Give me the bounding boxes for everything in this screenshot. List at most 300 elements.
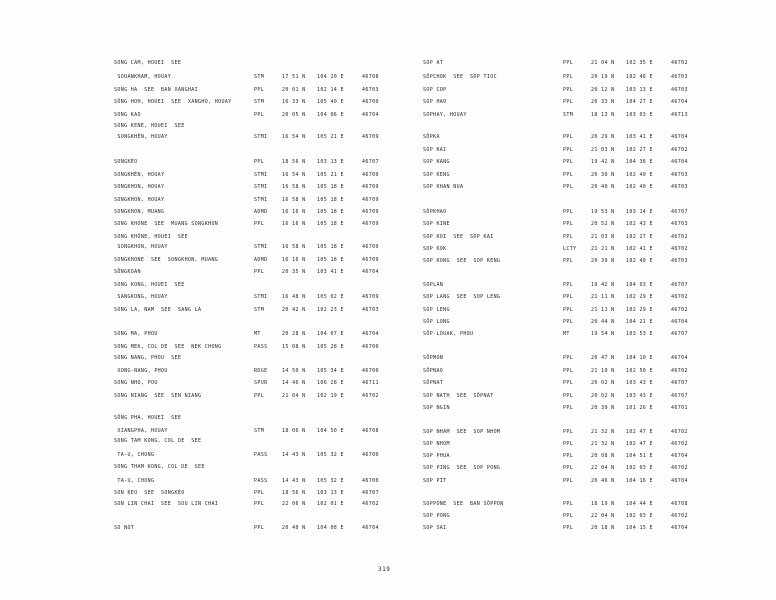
longitude: 101 26 E	[626, 405, 653, 411]
map-sheet-code: 46704	[362, 331, 379, 337]
feature-class: PPL	[563, 368, 574, 374]
longitude: 103 53 E	[626, 331, 653, 337]
place-name: SÔPCHOK SEE SOP TIOC	[423, 74, 497, 80]
feature-class: RDGE	[254, 368, 268, 374]
latitude: 16 54 N	[282, 134, 306, 140]
map-sheet-code: 46707	[671, 380, 688, 386]
place-name: SONG KONG, HOUEI SEE	[114, 282, 185, 288]
latitude: 20 02 N	[591, 380, 615, 386]
longitude: 105 18 E	[317, 184, 344, 190]
map-sheet-code: 46707	[362, 159, 379, 165]
place-name: SONGKHON, MUANG	[114, 209, 165, 215]
map-sheet-code: 46708	[362, 428, 379, 434]
latitude: 21 03 N	[591, 147, 615, 153]
latitude: 15 08 N	[282, 344, 306, 350]
feature-class: MT	[563, 331, 570, 337]
latitude: 18 06 N	[282, 428, 306, 434]
place-name: SONGKHÈN, HOUAY	[114, 172, 165, 178]
place-name: SOP NATH SEE SÔPNAT	[423, 393, 494, 399]
map-sheet-code: 46703	[362, 307, 379, 313]
longitude: 102 47 E	[626, 429, 653, 435]
latitude: 21 11 N	[591, 307, 615, 313]
feature-class: PPL	[563, 209, 574, 215]
map-sheet-code: 46702	[671, 147, 688, 153]
place-name: SÔPNAT	[423, 380, 444, 386]
feature-class: PPL	[563, 99, 574, 105]
feature-class: SPUR	[254, 380, 268, 386]
latitude: 20 29 N	[591, 134, 615, 140]
longitude: 102 29 E	[626, 294, 653, 300]
place-name: SONGKHÈN, HOUAY	[114, 134, 168, 140]
map-sheet-code: 46702	[671, 441, 688, 447]
latitude: 21 11 N	[591, 294, 615, 300]
place-name: SONG NIANG SEE SEN NIANG	[114, 393, 202, 399]
longitude: 105 18 E	[317, 257, 344, 263]
longitude: 102 14 E	[317, 87, 344, 93]
feature-class: STM	[254, 307, 265, 313]
place-name: SONG CAM, HOUEI SEE	[114, 60, 182, 66]
feature-class: PPL	[563, 525, 574, 531]
longitude: 105 18 E	[317, 221, 344, 227]
place-name: SONG KAO	[114, 112, 141, 118]
map-sheet-code: 46704	[671, 159, 688, 165]
feature-class: STM	[254, 99, 265, 105]
map-sheet-code: 46702	[671, 465, 688, 471]
map-sheet-code: 46709	[362, 184, 379, 190]
feature-class: PPL	[563, 319, 574, 325]
map-sheet-code: 46704	[671, 453, 688, 459]
latitude: 22 04 N	[591, 465, 615, 471]
feature-class: PPL	[563, 258, 574, 264]
latitude: 22 06 N	[282, 501, 306, 507]
latitude: 20 44 N	[591, 319, 615, 325]
place-name: SÔNG PHA, HOUEI SEE	[114, 415, 182, 421]
place-name: SOP PHUA	[423, 453, 450, 459]
longitude: 103 13 E	[317, 159, 344, 165]
feature-class: ADMD	[254, 209, 268, 215]
longitude: 102 46 E	[626, 74, 653, 80]
longitude: 104 03 E	[626, 282, 653, 288]
longitude: 105 21 E	[317, 172, 344, 178]
place-name: SOP COP	[423, 87, 447, 93]
feature-class: PPL	[563, 307, 574, 313]
map-sheet-code: 46709	[362, 197, 379, 203]
feature-class: PPL	[563, 159, 574, 165]
place-name: SOPHAY, HOUAY	[423, 112, 467, 118]
map-sheet-code: 46701	[671, 405, 688, 411]
place-name: SONG KHONE SEE MUANG SONGKHON	[114, 221, 219, 227]
longitude: 103 13 E	[317, 490, 344, 496]
feature-class: STMI	[254, 184, 268, 190]
latitude: 16 33 N	[282, 99, 306, 105]
latitude: 20 47 N	[591, 355, 615, 361]
feature-class: STMI	[254, 244, 268, 250]
place-name: SONG KHÔNE, HOUEI SEE	[114, 234, 188, 240]
map-sheet-code: 46707	[671, 282, 688, 288]
longitude: 103 41 E	[626, 134, 653, 140]
longitude: 103 43 E	[626, 393, 653, 399]
map-sheet-code: 46708	[362, 74, 379, 80]
feature-class: ADMD	[254, 257, 268, 263]
feature-class: PPL	[254, 525, 265, 531]
place-name: SO NOT	[114, 525, 135, 531]
map-sheet-code: 46702	[671, 429, 688, 435]
place-name: SOP KHAN NUA	[423, 184, 464, 190]
feature-class: PPL	[254, 269, 265, 275]
latitude: 21 32 N	[591, 429, 615, 435]
place-name: SOP SAI	[423, 525, 447, 531]
latitude: 14 43 N	[282, 478, 306, 484]
latitude: 20 05 N	[282, 112, 306, 118]
latitude: 19 54 N	[591, 331, 615, 337]
latitude: 21 21 N	[591, 246, 615, 252]
place-name: SONG KENE, HOUEI SEE	[114, 123, 185, 129]
feature-class: PASS	[254, 452, 268, 458]
longitude: 103 03 E	[626, 112, 653, 118]
place-name: SONG LA, NAM SEE SANG LA	[114, 307, 202, 313]
latitude: 22 04 N	[591, 513, 615, 519]
place-name: TA-U, CHONG	[114, 452, 155, 458]
place-name: SONG THAM KONG, COL DE SEE	[114, 464, 205, 470]
map-sheet-code: 46704	[671, 319, 688, 325]
feature-class: PPL	[563, 282, 574, 288]
place-name: SOP LANG SEE SOP LENG	[423, 294, 501, 300]
longitude: 104 08 E	[317, 525, 344, 531]
longitude: 105 18 E	[317, 197, 344, 203]
feature-class: PPL	[563, 478, 574, 484]
feature-class: STMI	[254, 294, 268, 300]
latitude: 21 32 N	[591, 441, 615, 447]
longitude: 102 03 E	[626, 513, 653, 519]
map-sheet-code: 46702	[671, 60, 688, 66]
latitude: 18 13 N	[591, 112, 615, 118]
feature-class: PPL	[563, 60, 574, 66]
feature-class: STM	[254, 74, 265, 80]
map-sheet-code: 46704	[671, 99, 688, 105]
longitude: 105 18 E	[317, 209, 344, 215]
feature-class: PPL	[254, 221, 265, 227]
latitude: 20 42 N	[282, 307, 306, 313]
longitude: 103 43 E	[626, 380, 653, 386]
map-sheet-code: 46702	[671, 307, 688, 313]
feature-class: STM	[563, 112, 574, 118]
latitude: 16 58 N	[282, 244, 306, 250]
longitude: 102 29 E	[626, 307, 653, 313]
latitude: 21 10 N	[591, 368, 615, 374]
longitude: 102 41 E	[626, 246, 653, 252]
latitude: 20 01 N	[282, 87, 306, 93]
feature-class: PPL	[254, 87, 265, 93]
feature-class: STMI	[254, 172, 268, 178]
map-sheet-code: 46713	[671, 112, 688, 118]
map-sheet-code: 46700	[362, 344, 379, 350]
latitude: 18 56 N	[282, 159, 306, 165]
place-name: SOP PIT	[423, 478, 447, 484]
map-sheet-code: 46704	[671, 478, 688, 484]
latitude: 20 39 N	[591, 258, 615, 264]
place-name: SOP PONG	[423, 513, 450, 519]
longitude: 102 47 E	[626, 441, 653, 447]
longitude: 105 21 E	[317, 134, 344, 140]
map-sheet-code: 46702	[362, 501, 379, 507]
latitude: 14 43 N	[282, 452, 306, 458]
place-name: SOUANKHAM, HOUAY	[114, 74, 172, 80]
latitude: 16 16 N	[282, 209, 306, 215]
latitude: 20 39 N	[591, 172, 615, 178]
feature-class: PPL	[563, 501, 574, 507]
map-sheet-code: 46702	[362, 393, 379, 399]
longitude: 102 03 E	[626, 465, 653, 471]
feature-class: PPL	[563, 87, 574, 93]
place-name: SOP KINE	[423, 221, 450, 227]
map-sheet-code: 46704	[362, 525, 379, 531]
latitude: 21 03 N	[591, 234, 615, 240]
latitude: 19 42 N	[591, 282, 615, 288]
map-sheet-code: 46703	[671, 172, 688, 178]
longitude: 105 34 E	[317, 368, 344, 374]
longitude: 104 50 E	[317, 428, 344, 434]
map-sheet-code: 46703	[671, 258, 688, 264]
map-sheet-code: 46702	[671, 294, 688, 300]
latitude: 16 54 N	[282, 172, 306, 178]
longitude: 105 28 E	[317, 344, 344, 350]
feature-class: PPL	[563, 453, 574, 459]
map-sheet-code: 46704	[671, 355, 688, 361]
feature-class: PPL	[563, 147, 574, 153]
place-name: TA-U, CHONG	[114, 478, 155, 484]
latitude: 20 46 N	[591, 478, 615, 484]
longitude: 106 28 E	[317, 380, 344, 386]
map-sheet-code: 46704	[362, 112, 379, 118]
latitude: 21 04 N	[282, 393, 306, 399]
map-sheet-code: 46709	[362, 172, 379, 178]
longitude: 103 13 E	[626, 87, 653, 93]
place-name: SONGKHON, HOUAY	[114, 244, 168, 250]
place-name: SOP KENG	[423, 172, 450, 178]
feature-class: PPL	[563, 513, 574, 519]
map-sheet-code: 46709	[362, 294, 379, 300]
longitude: 105 02 E	[317, 294, 344, 300]
feature-class: STMI	[254, 197, 268, 203]
longitude: 104 10 E	[626, 355, 653, 361]
place-name: SÔP-LOUAK, PHOU	[423, 331, 474, 337]
latitude: 20 08 N	[591, 453, 615, 459]
map-sheet-code: 46707	[671, 209, 688, 215]
feature-class: PPL	[254, 501, 265, 507]
place-name: SOP KOK	[423, 246, 447, 252]
place-name: SOPLAN	[423, 282, 444, 288]
feature-class: PPL	[563, 294, 574, 300]
feature-class: PASS	[254, 478, 268, 484]
latitude: 18 19 N	[591, 501, 615, 507]
feature-class: PPL	[563, 184, 574, 190]
longitude: 104 27 E	[626, 99, 653, 105]
place-name: SOP LENG	[423, 307, 450, 313]
place-name: SOP KOI SEE SOP KAI	[423, 234, 494, 240]
place-name: SON LIN CHAI SEE SOU LIN CHAI	[114, 501, 219, 507]
map-sheet-code: 46702	[671, 246, 688, 252]
map-sheet-code: 46704	[362, 269, 379, 275]
place-name: SOP PING SEE SOP PONG	[423, 465, 501, 471]
map-sheet-code: 46711	[362, 380, 379, 386]
latitude: 17 51 N	[282, 74, 306, 80]
latitude: 20 12 N	[591, 87, 615, 93]
latitude: 14 50 N	[282, 368, 306, 374]
map-sheet-code: 46702	[671, 234, 688, 240]
longitude: 102 23 E	[317, 307, 344, 313]
place-name: SÔNGKOAN	[114, 269, 141, 275]
place-name: SOP NGIN	[423, 405, 450, 411]
place-name: XIANGPHA, HOUAY	[114, 428, 168, 434]
place-name: SOP KANG	[423, 159, 450, 165]
longitude: 102 40 E	[626, 184, 653, 190]
place-name: SOP HAO	[423, 99, 447, 105]
latitude: 20 18 N	[591, 525, 615, 531]
place-name: SONG HA SEE BAN XANGHAI	[114, 87, 199, 93]
latitude: 19 53 N	[591, 209, 615, 215]
place-name: SON KEO SEE SONGKÈO	[114, 490, 185, 496]
latitude: 16 58 N	[282, 197, 306, 203]
feature-class: PPL	[563, 393, 574, 399]
feature-class: PPL	[563, 441, 574, 447]
place-name: SONG MEK, COL DE SEE NEK CHONG	[114, 344, 222, 350]
longitude: 105 32 E	[317, 478, 344, 484]
place-name: XONG-NANG, PHOU	[114, 368, 168, 374]
place-name: SOPPONE SEE BAN SÔPPON	[423, 501, 504, 507]
latitude: 20 52 N	[591, 221, 615, 227]
place-name: SOP KAI	[423, 147, 447, 153]
place-name: SÔPKA	[423, 134, 440, 140]
map-sheet-code: 46702	[671, 368, 688, 374]
longitude: 102 01 E	[317, 501, 344, 507]
latitude: 20 02 N	[591, 393, 615, 399]
map-sheet-code: 46709	[362, 134, 379, 140]
map-sheet-code: 46709	[362, 221, 379, 227]
longitude: 102 50 E	[626, 368, 653, 374]
latitude: 16 48 N	[282, 294, 306, 300]
latitude: 20 39 N	[591, 405, 615, 411]
place-name: SONGKHON, HOUAY	[114, 184, 165, 190]
feature-class: LCTY	[563, 246, 577, 252]
feature-class: PPL	[563, 221, 574, 227]
feature-class: PPL	[563, 429, 574, 435]
place-name: SÔP LONG	[423, 319, 450, 325]
place-name: SONG TAM KONG, COL DE SEE	[114, 438, 202, 444]
latitude: 20 40 N	[282, 525, 306, 531]
map-sheet-code: 46703	[671, 74, 688, 80]
latitude: 20 19 N	[591, 74, 615, 80]
map-sheet-code: 46704	[671, 525, 688, 531]
place-name: SONGKHON, HOUAY	[114, 197, 165, 203]
map-sheet-code: 46709	[362, 257, 379, 263]
page-number: 319	[378, 566, 391, 573]
longitude: 102 40 E	[626, 172, 653, 178]
place-name: SONGKÈO	[114, 159, 138, 165]
latitude: 20 28 N	[282, 331, 306, 337]
map-sheet-code: 46709	[362, 99, 379, 105]
longitude: 102 43 E	[626, 221, 653, 227]
longitude: 104 44 E	[626, 501, 653, 507]
latitude: 19 42 N	[591, 159, 615, 165]
feature-class: PPL	[563, 465, 574, 471]
map-sheet-code: 46700	[362, 368, 379, 374]
longitude: 104 16 E	[626, 478, 653, 484]
latitude: 20 33 N	[591, 99, 615, 105]
longitude: 102 40 E	[626, 258, 653, 264]
place-name: SOP KONG SEE SOP KENG	[423, 258, 501, 264]
latitude: 18 56 N	[282, 490, 306, 496]
longitude: 103 41 E	[317, 269, 344, 275]
latitude: 20 35 N	[282, 269, 306, 275]
place-name: SOP NHOM	[423, 441, 450, 447]
place-name: SOP AT	[423, 60, 444, 66]
longitude: 104 20 E	[317, 74, 344, 80]
place-name: SONG MA, PHOU	[114, 331, 158, 337]
place-name: SÔPKHAO	[423, 209, 447, 215]
longitude: 104 07 E	[317, 331, 344, 337]
longitude: 102 19 E	[317, 393, 344, 399]
longitude: 104 36 E	[626, 159, 653, 165]
latitude: 16 16 N	[282, 257, 306, 263]
longitude: 102 27 E	[626, 147, 653, 153]
map-sheet-code: 46707	[671, 331, 688, 337]
feature-class: PPL	[563, 355, 574, 361]
feature-class: PPL	[563, 134, 574, 140]
place-name: SÔPNAO	[423, 368, 444, 374]
place-name: SONGKHONE SEE SONGKHON, MUANG	[114, 257, 219, 263]
feature-class: PPL	[563, 234, 574, 240]
latitude: 20 40 N	[591, 184, 615, 190]
map-sheet-code: 46702	[671, 513, 688, 519]
map-sheet-code: 46700	[362, 478, 379, 484]
feature-class: PPL	[563, 405, 574, 411]
place-name: SÔNG HOH, HOUEI SEE XANGHO, HOUAY	[114, 99, 232, 105]
place-name: SÔPMON	[423, 355, 444, 361]
longitude: 104 51 E	[626, 453, 653, 459]
map-sheet-code: 46703	[362, 87, 379, 93]
feature-class: PPL	[563, 172, 574, 178]
longitude: 105 32 E	[317, 452, 344, 458]
map-sheet-code: 46709	[362, 244, 379, 250]
map-sheet-code: 46700	[362, 452, 379, 458]
feature-class: PPL	[563, 74, 574, 80]
map-sheet-code: 46708	[671, 501, 688, 507]
feature-class: PPL	[254, 490, 265, 496]
longitude: 104 06 E	[317, 112, 344, 118]
feature-class: STMI	[254, 134, 268, 140]
latitude: 21 04 N	[591, 60, 615, 66]
longitude: 104 15 E	[626, 525, 653, 531]
place-name: SOP NHAM SEE SOP NHOM	[423, 429, 501, 435]
place-name: SANGKONG, HOUAY	[114, 294, 168, 300]
longitude: 104 21 E	[626, 319, 653, 325]
longitude: 103 14 E	[626, 209, 653, 215]
feature-class: PASS	[254, 344, 268, 350]
map-sheet-code: 46709	[362, 209, 379, 215]
map-sheet-code: 46703	[671, 221, 688, 227]
longitude: 102 35 E	[626, 60, 653, 66]
feature-class: PPL	[254, 112, 265, 118]
latitude: 16 16 N	[282, 221, 306, 227]
feature-class: MT	[254, 331, 261, 337]
map-sheet-code: 46703	[671, 184, 688, 190]
map-sheet-code: 46703	[671, 87, 688, 93]
longitude: 102 27 E	[626, 234, 653, 240]
latitude: 14 46 N	[282, 380, 306, 386]
place-name: SONG NHO, POU	[114, 380, 158, 386]
feature-class: PPL	[563, 380, 574, 386]
place-name: SONG NANG, PHOU SEE	[114, 355, 182, 361]
